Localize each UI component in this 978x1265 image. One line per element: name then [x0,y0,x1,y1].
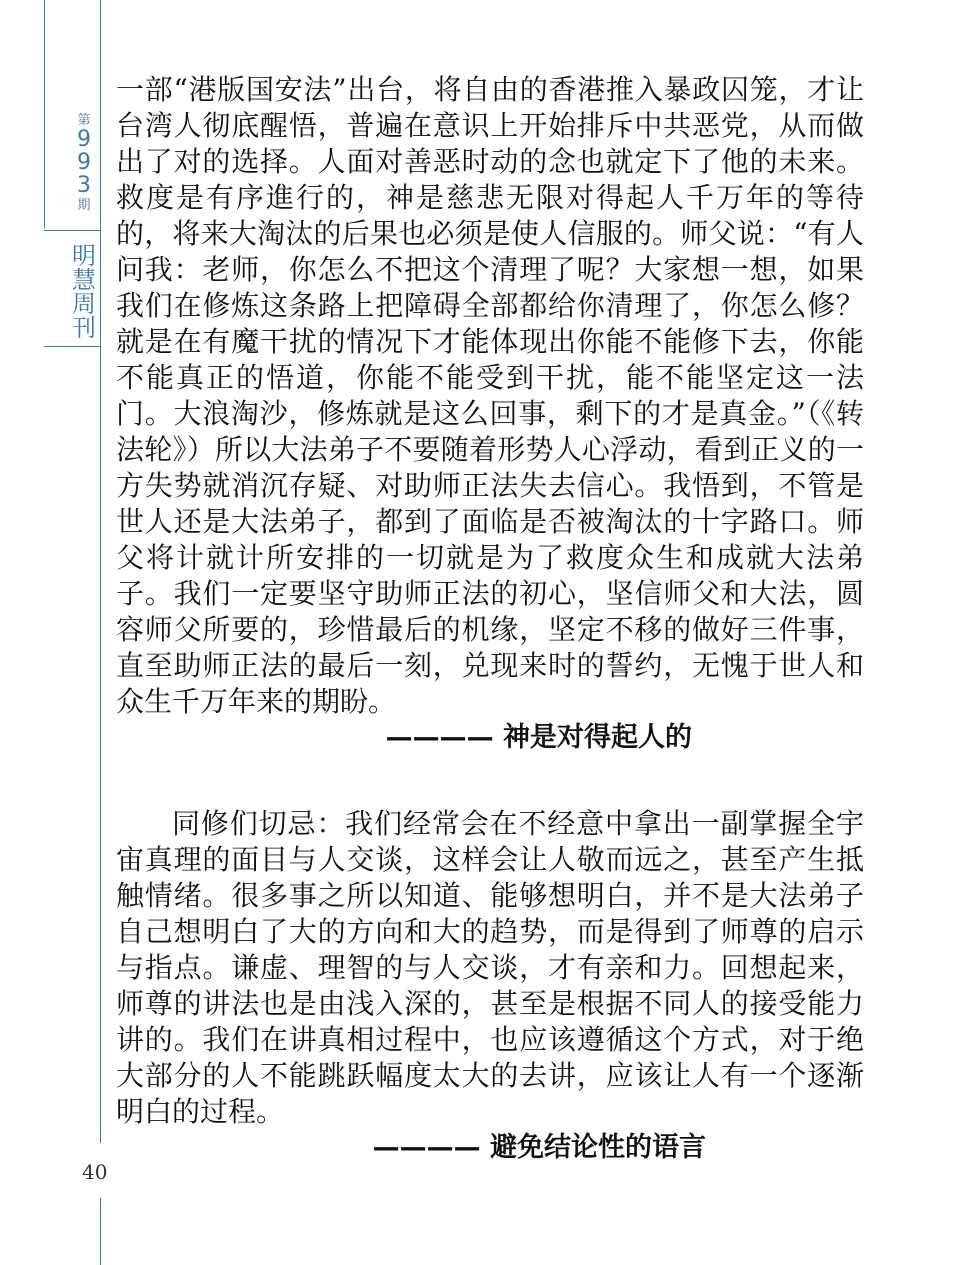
magazine-char: 慧 [72,266,96,294]
issue-digit: 9 [77,127,91,152]
magazine-name [64,244,104,340]
margin-rule-lower [100,1198,101,1265]
issue-number [64,112,104,214]
article-paragraph: 同修们切忌：我们经常会在不经意中拿出一副掌握全宇宙真理的面目与人交谈，这样会让人敬而远之，甚至产生抵触情绪。很多事之所以知道、能够想明白，并不是大法弟子自己想明白了大的方向和大的趋势，而是得到了师尊的启示与指点。谦虚、理智的与人交谈，才有亲和力。回想起来，师尊的讲法也是由浅入深的，甚至是根据不同人的接受能力讲的。我们在讲真相过程中，也应该遵循这个方式，对于绝大部分的人不能跳跃幅度太大的去讲，应该让人有一个逐渐明白的过程。 [116,807,864,1128]
article-signature: ———— 神是对得起人的 [385,722,692,753]
sidebar-divider-lower [44,346,100,347]
article-content [116,72,864,1166]
article-signature: ———— 避免结论性的语言 [372,1132,706,1163]
sidebar-divider [44,230,100,231]
article-paragraph: 一部“港版国安法”出台，将自由的香港推入暴政囚笼，才让台湾人彻底醒悟，普遍在意识上开始排斥中共恶党，从而做出了对的选择。人面对善恶时动的念也就定下了他的未来。救度是有序進行的，神是慈悲无限对得起人千万年的等待的，将来大淘汰的后果也必须是使人信服的。师父说：“有人问我：老师，你怎么不把这个清理了呢？大家想一想，如果我们在修炼这条路上把障碍全部都给你清理了，你怎么修？就是在有魔干扰的情况下才能体现出你能不能修下去，你能不能真正的悟道，你能不能受到干扰，能不能坚定这一法门。大浪淘沙，修炼就是这么回事，剩下的才是真金。”（《转法轮》）所以大法弟子不要随着形势人心浮动，看到正义的一方失势就消沉存疑、对助师正法失去信心。我悟到，不管是世人还是大法弟子，都到了面临是否被淘汰的十字路口。师父将计就计所安排的一切就是为了救度众生和成就大法弟子。我们一定要坚守助师正法的初心，坚信师父和大法，圆容师父所要的，珍惜最后的机缘，坚定不移的做好三件事，直至助师正法的最后一刻，兑现来时的誓约，无愧于世人和众生千万年来的期盼。 [116,73,864,718]
magazine-char: 明 [72,242,96,270]
issue-prefix: 第 [77,113,91,128]
issue-digit: 3 [77,173,91,198]
paragraph-gap [116,756,864,806]
page-number: 40 [82,1160,108,1184]
issue-digit: 9 [77,150,91,175]
magazine-char: 周 [72,290,96,318]
magazine-char: 刊 [72,314,96,342]
issue-suffix: 期 [77,198,91,213]
